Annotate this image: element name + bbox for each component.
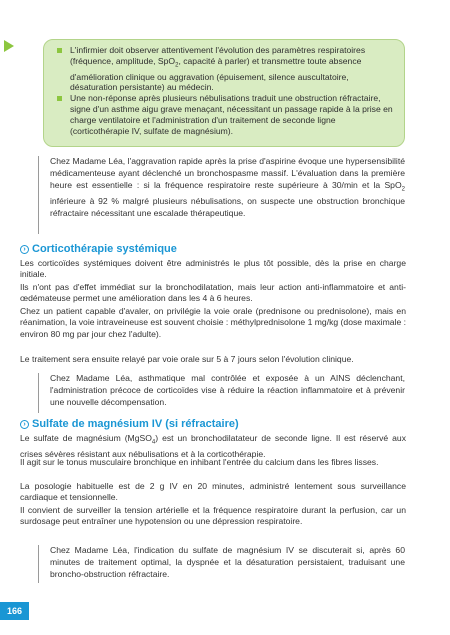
square-bullet-icon: [57, 48, 62, 53]
paragraph: La posologie habituelle est de 2 g IV en 20 minutes, administré lentement sous surveillance cardiaque et tensionnelle.: [20, 481, 406, 503]
bullet-text: L'infirmier doit observer attentivement l'évolution des paramètres respiratoires (fréquence, amplitude, SpO: [70, 45, 366, 66]
paragraph: Il agit sur le tonus musculaire bronchique en inhibant l'entrée du calcium dans les fibres lisses.: [20, 457, 379, 467]
triangle-marker-icon: [4, 40, 14, 52]
page-number: 166: [0, 602, 29, 620]
nursing-note-box: [43, 39, 405, 147]
subscript: 2: [175, 62, 179, 69]
bullet-text: Une non-réponse après plusieurs nébulisations traduit une obstruction réfractaire, signe d'un asthme aigu grave menaçant, nécessitant un passage rapide à la prise en charge ventilatoire et l'administration d'un traitement de seconde ligne (corticothérapie IV, sulfate de magnésium).: [70, 93, 393, 137]
paragraph: Chez un patient capable d'avaler, on privilégie la voie orale (prednisone ou prednisolone), mais en réanimation, la voie intraveineuse est souvent choisie : méthylprednisolone 1 mg/kg (dose maximale : environ 80 mg par jour chez l'adulte).: [20, 306, 406, 339]
case-study-2: Chez Madame Léa, asthmatique mal contrôlée et exposée à un AINS déclenchant, l'administration précoce de corticoïdes vise à réduire la réaction inflammatoire et à prévenir une nouvelle décompensation.: [38, 373, 405, 413]
paragraph-text: Le sulfate de magnésium (MgSO: [20, 433, 152, 443]
circled-arrow-icon: ›: [20, 420, 29, 429]
bullet-text: , capacité à parler) et transmettre toute absence d'amélioration clinique ou aggravation (épuisement, silence auscultatoire, désaturation persistante) au médecin.: [70, 55, 362, 93]
subscript: 4: [151, 439, 156, 446]
paragraph: Les corticoïdes systémiques doivent être administrés le plus tôt possible, dès la prise en charge initiale.: [20, 258, 406, 280]
case-text: inférieure à 92 % malgré plusieurs nébulisations, on suspecte une obstruction bronchique réfractaire nécessitant une escalade thérapeutique.: [50, 196, 405, 219]
note-bullet-2: [56, 93, 394, 137]
section-title: Sulfate de magnésium IV (si réfractaire): [32, 418, 239, 430]
paragraph: Ils n'ont pas d'effet immédiat sur la bronchodilatation, mais leur action anti-inflammatoire et anti-œdémateuse permet une amélioration dans les 4 à 6 heures.: [20, 282, 406, 304]
section-heading-corticotherapie: [20, 243, 177, 255]
circled-arrow-icon: ›: [20, 245, 29, 254]
paragraph: Il convient de surveiller la tension artérielle et la fréquence respiratoire durant la perfusion, car un surdosage peut entraîner une hypotension ou une dépression respiratoire.: [20, 505, 406, 527]
case-study-1: [38, 156, 405, 234]
paragraph: Le traitement sera ensuite relayé par voie orale sur 5 à 7 jours selon l'évolution clinique.: [20, 354, 354, 364]
square-bullet-icon: [57, 96, 62, 101]
paragraph-text: ) est un bronchodilatateur de seconde ligne. Il est réservé aux crises sévères résistant aux nébulisations et à la corticothérapie.: [20, 433, 406, 460]
subscript: 2: [401, 186, 405, 193]
case-text: Chez Madame Léa, l'aggravation rapide après la prise d'aspirine évoque une hypersensibilité médicamenteuse ayant déclenché un bronchospasme massif. L'évaluation dans la première heure est essentielle : si la fréquence respiratoire reste supérieure à 30/min et la SpO: [50, 156, 405, 190]
case-study-3: Chez Madame Léa, l'indication du sulfate de magnésium IV se discuterait si, après 60 minutes de traitement optimal, la dyspnée et la désaturation persistaient, traduisant une broncho-obstruction réfractaire.: [38, 545, 405, 583]
section-title: Corticothérapie systémique: [32, 243, 177, 255]
section-heading-sulfate: [20, 418, 239, 430]
note-bullet-1: [56, 45, 394, 93]
